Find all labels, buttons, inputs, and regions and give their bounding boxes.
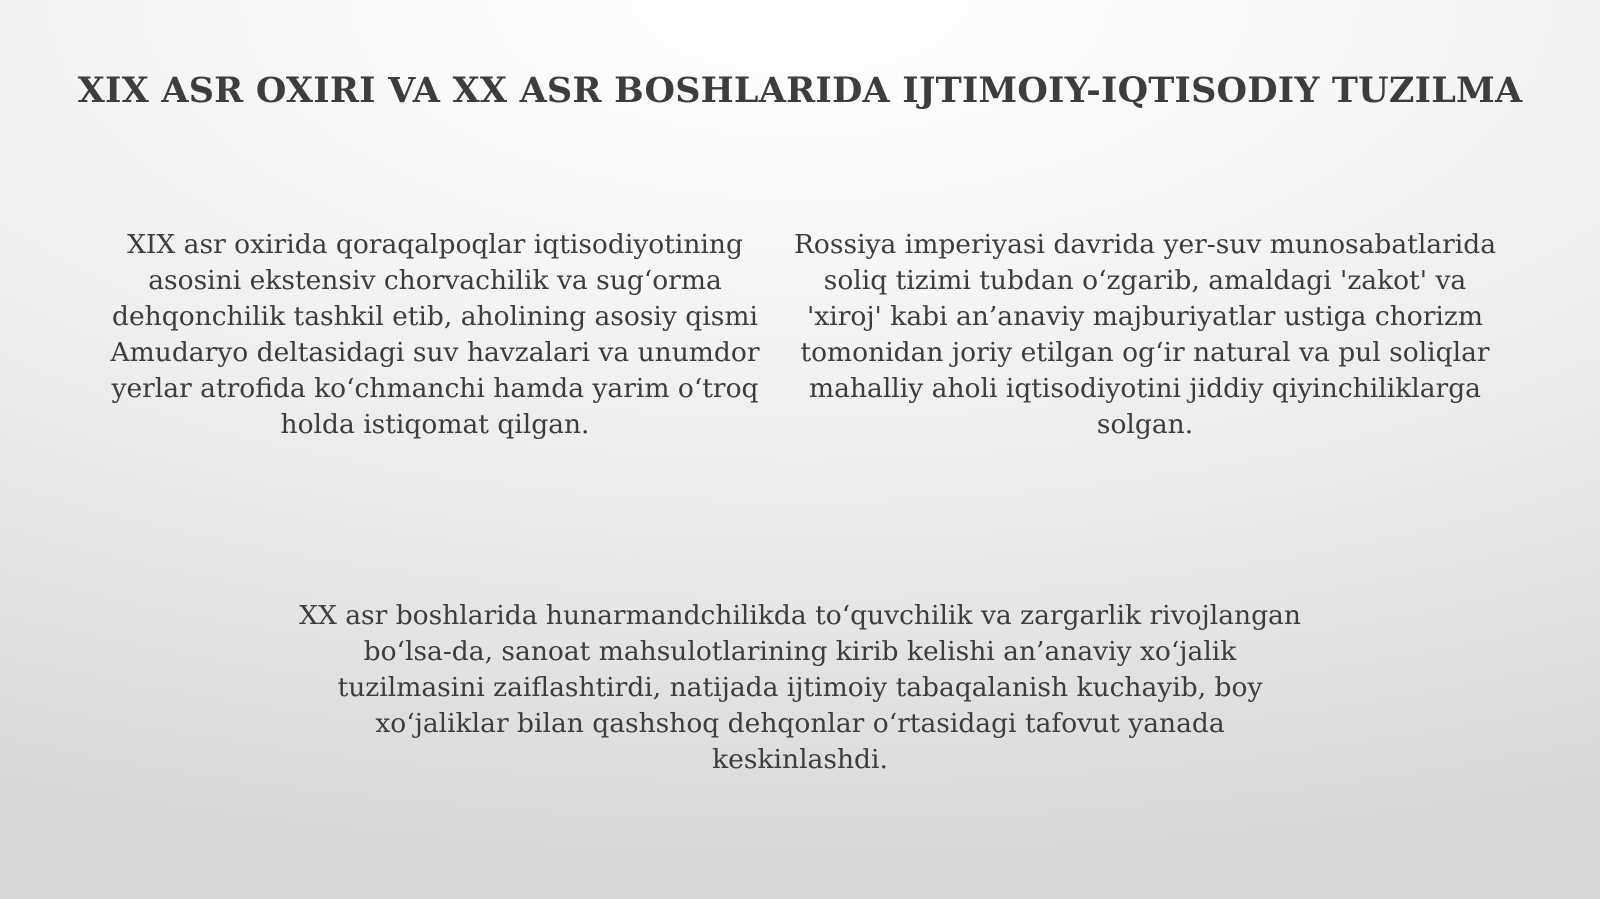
text-block-bottom: XX asr boshlarida hunarmandchilikda to‘quvchilik va zargarlik rivojlangan bo‘lsa-da, sanoat mahsulotlarining kirib kelishi an’anaviy xo‘jalik tuzilmasini zaiflashtirdi, natijada ijtimoiy tabaqalanish kuchayib, boy xo‘jaliklar bilan qashshoq dehqonlar o‘rtasidagi tafovut yanada keskinlashdi. [299,600,1301,775]
text-block-left: XIX asr oxirida qoraqalpoqlar iqtisodiyotining asosini ekstensiv chorvachilik va sug‘orma dehqonchilik tashkil etib, aholining asosiy qismi Amudaryo deltasidagi suv havzalari va unumdor yerlar atrofida ko‘chmanchi hamda yarim o‘troq holda istiqomat qilgan. [110,229,760,440]
slide-title: XIX ASR OXIRI VA XX ASR BOSHLARIDA IJTIMOIY-IQTISODIY TUZILMA [77,70,1523,111]
text-block-right: Rossiya imperiyasi davrida yer-suv munosabatlarida soliq tizimi tubdan o‘zgarib, amaldagi 'zakot' va 'xiroj' kabi an’anaviy majburiyatlar ustiga chorizm tomonidan joriy etilgan og‘ir natural va pul soliqlar mahalliy aholi iqtisodiyotini jiddiy qiyinchiliklarga solgan. [793,229,1497,440]
